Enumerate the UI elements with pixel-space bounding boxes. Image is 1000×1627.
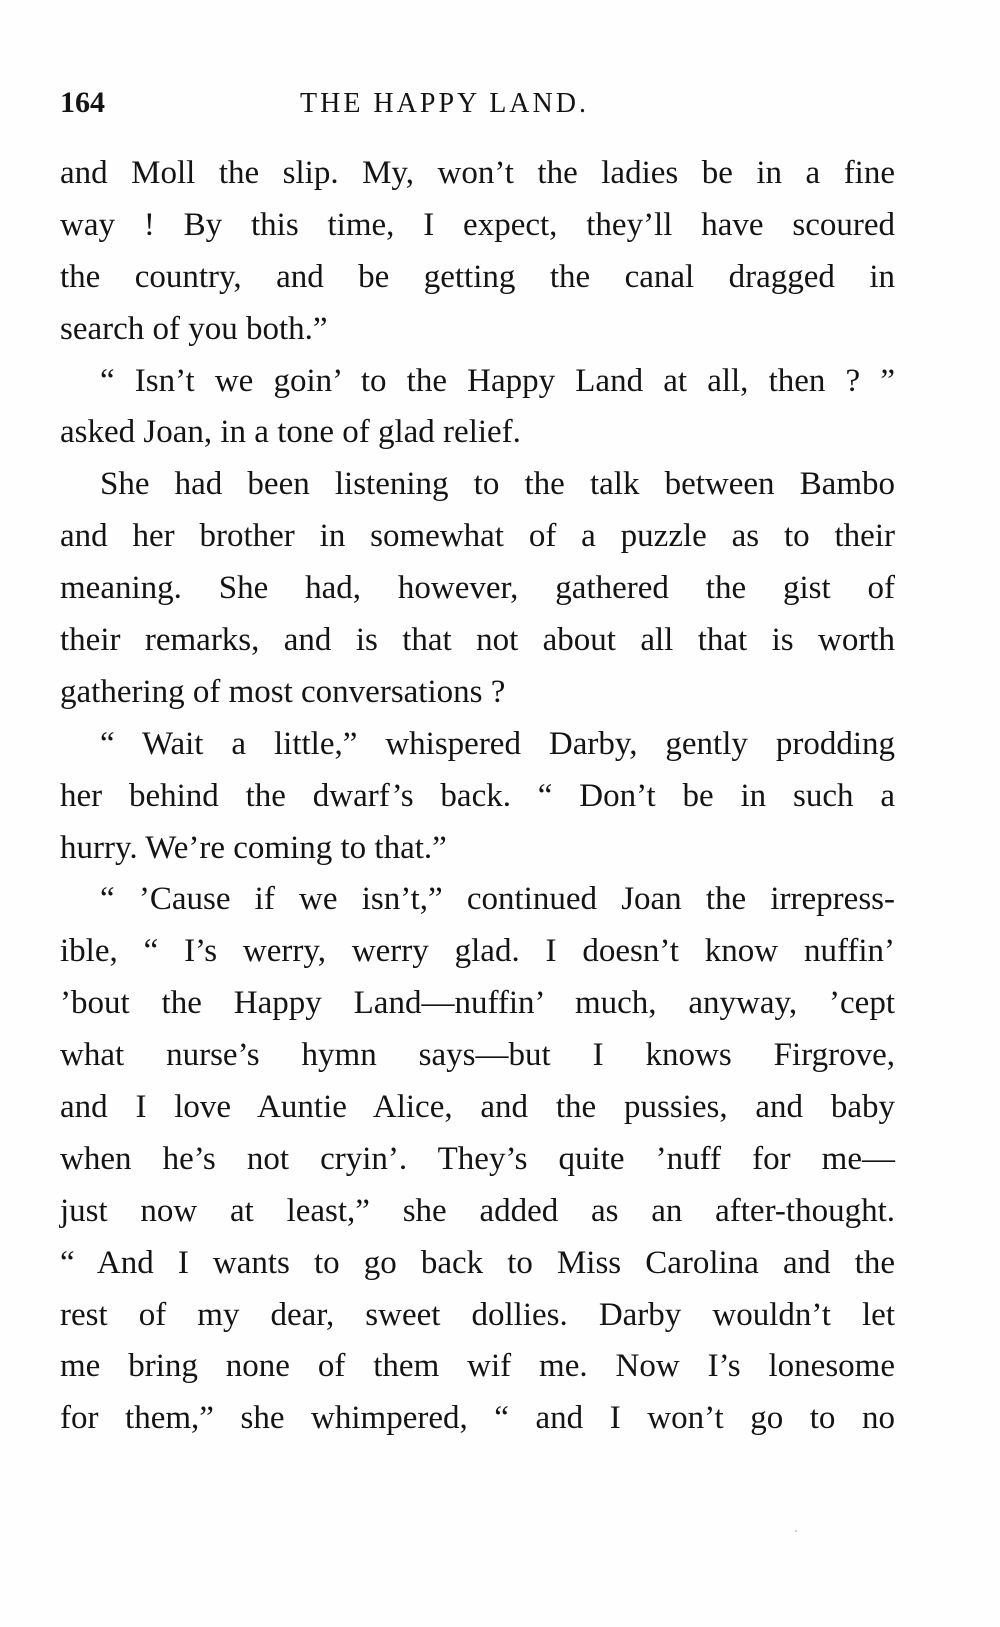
text-line: ible, “ I’s werry, werry glad. I doesn’t know nuffin’ bbox=[60, 933, 895, 970]
text-line: me bring none of them wif me. Now I’s lonesome bbox=[60, 1348, 895, 1385]
text-line: just now at least,” she added as an after-thought. bbox=[60, 1192, 895, 1229]
text-line: their remarks, and is that not about all that is worth bbox=[60, 622, 895, 659]
text-line: and her brother in somewhat of a puzzle as to their bbox=[60, 518, 895, 555]
text-line: for them,” she whimpered, “ and I won’t go to no bbox=[60, 1400, 895, 1437]
paper-speck bbox=[795, 1530, 797, 1532]
page-header bbox=[60, 86, 940, 126]
text-line: gathering of most conversations ? bbox=[60, 673, 506, 710]
text-line: She had been listening to the talk between Bambo bbox=[100, 466, 895, 503]
page-number: 164 bbox=[60, 86, 105, 119]
text-line: the country, and be getting the canal dragged in bbox=[60, 258, 895, 295]
text-line: “ Isn’t we goin’ to the Happy Land at all, then ? ” bbox=[100, 362, 895, 399]
text-line: her behind the dwarf’s back. “ Don’t be in such a bbox=[60, 777, 895, 814]
text-line: “ And I wants to go back to Miss Carolina and the bbox=[60, 1244, 895, 1281]
text-line: when he’s not cryin’. They’s quite ’nuff for me— bbox=[60, 1140, 895, 1177]
text-line: meaning. She had, however, gathered the gist of bbox=[60, 570, 895, 607]
text-line: and Moll the slip. My, won’t the ladies be in a fine bbox=[60, 155, 895, 191]
text-line: asked Joan, in a tone of glad relief. bbox=[60, 414, 521, 451]
text-line: rest of my dear, sweet dollies. Darby wouldn’t let bbox=[60, 1296, 895, 1333]
text-line: “ Wait a little,” whispered Darby, gently prodding bbox=[100, 725, 895, 762]
body-text bbox=[60, 148, 895, 1445]
running-head: THE HAPPY LAND. bbox=[300, 88, 589, 119]
text-line: what nurse’s hymn says—but I knows Firgrove, bbox=[60, 1037, 895, 1074]
text-line: “ ’Cause if we isn’t,” continued Joan the irrepress- bbox=[100, 881, 895, 918]
text-line: and I love Auntie Alice, and the pussies, and baby bbox=[60, 1089, 895, 1126]
text-line: ’bout the Happy Land—nuffin’ much, anyway, ’cept bbox=[60, 985, 895, 1022]
text-line: search of you both.” bbox=[60, 310, 328, 347]
text-line: way ! By this time, I expect, they’ll have scoured bbox=[60, 206, 895, 243]
text-line: hurry. We’re coming to that.” bbox=[60, 829, 447, 866]
